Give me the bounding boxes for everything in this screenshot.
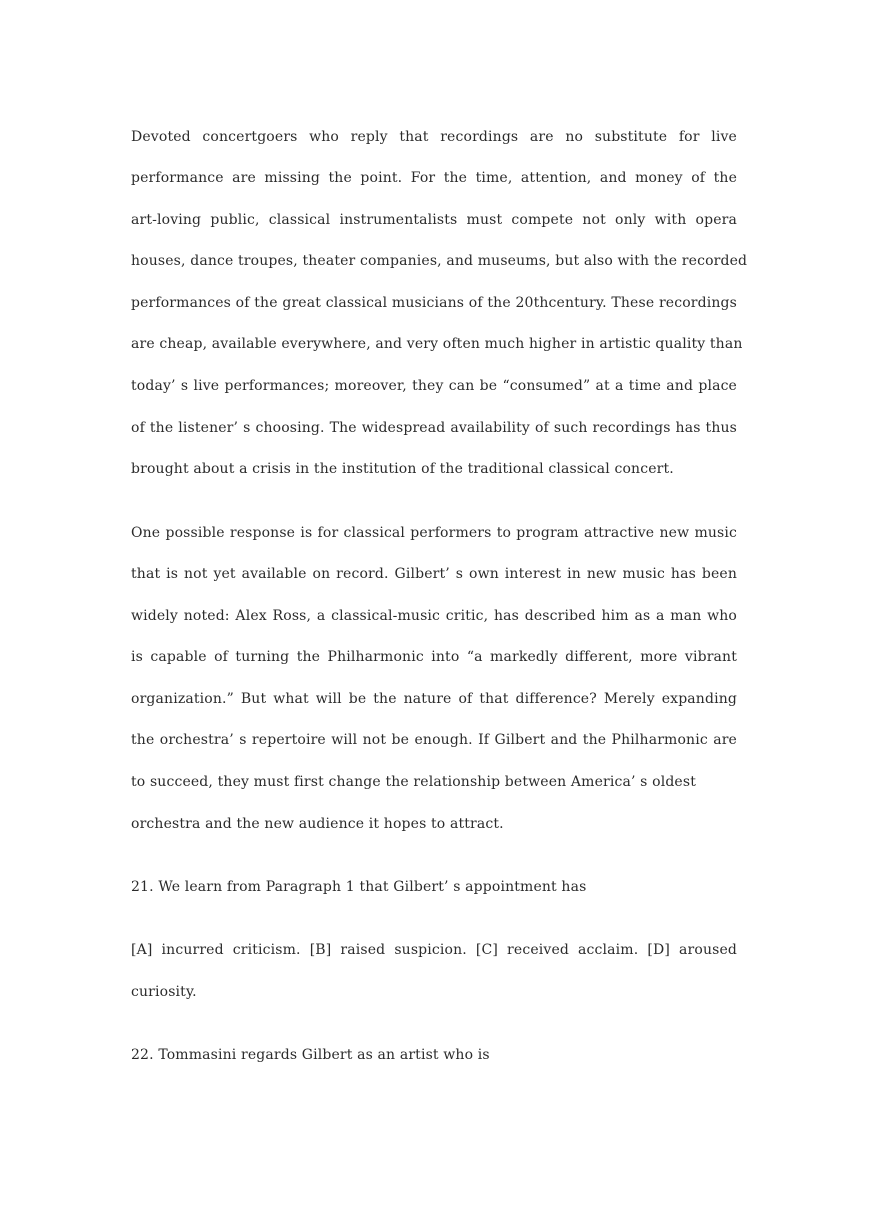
- question-options-line: [A] incurred criticism. [B] raised suspicion. [C] received acclaim. [D] aroused: [131, 942, 737, 958]
- paragraph-line: to succeed, they must first change the relationship between America’ s oldest: [131, 774, 696, 790]
- paragraph-line: are cheap, available everywhere, and very often much higher in artistic quality than: [131, 336, 743, 352]
- question-options-line: curiosity.: [131, 984, 197, 1000]
- paragraph-line: Devoted concertgoers who reply that recordings are no substitute for live: [131, 129, 737, 145]
- paragraph-line: orchestra and the new audience it hopes to attract.: [131, 816, 504, 832]
- paragraph-line: widely noted: Alex Ross, a classical-music critic, has described him as a man who: [131, 608, 737, 624]
- paragraph-line: One possible response is for classical performers to program attractive new music: [131, 525, 737, 541]
- paragraph-line: of the listener’ s choosing. The widespread availability of such recordings has thus: [131, 420, 737, 436]
- question-stem: 22. Tommasini regards Gilbert as an artist who is: [131, 1047, 490, 1063]
- paragraph-line: today’ s live performances; moreover, they can be “consumed” at a time and place: [131, 378, 737, 394]
- question-stem: 21. We learn from Paragraph 1 that Gilbert’ s appointment has: [131, 879, 587, 895]
- paragraph-line: performance are missing the point. For the time, attention, and money of the: [131, 170, 737, 186]
- paragraph-line: performances of the great classical musicians of the 20thcentury. These recordings: [131, 295, 737, 311]
- paragraph-line: the orchestra’ s repertoire will not be enough. If Gilbert and the Philharmonic are: [131, 732, 737, 748]
- paragraph-line: brought about a crisis in the institution of the traditional classical concert.: [131, 461, 674, 477]
- paragraph-line: is capable of turning the Philharmonic into “a markedly different, more vibrant: [131, 649, 737, 665]
- paragraph-line: houses, dance troupes, theater companies, and museums, but also with the recorded: [131, 253, 748, 269]
- paragraph-line: organization.” But what will be the nature of that difference? Merely expanding: [131, 691, 737, 707]
- paragraph-line: art-loving public, classical instrumentalists must compete not only with opera: [131, 212, 737, 228]
- paragraph-line: that is not yet available on record. Gilbert’ s own interest in new music has been: [131, 566, 737, 582]
